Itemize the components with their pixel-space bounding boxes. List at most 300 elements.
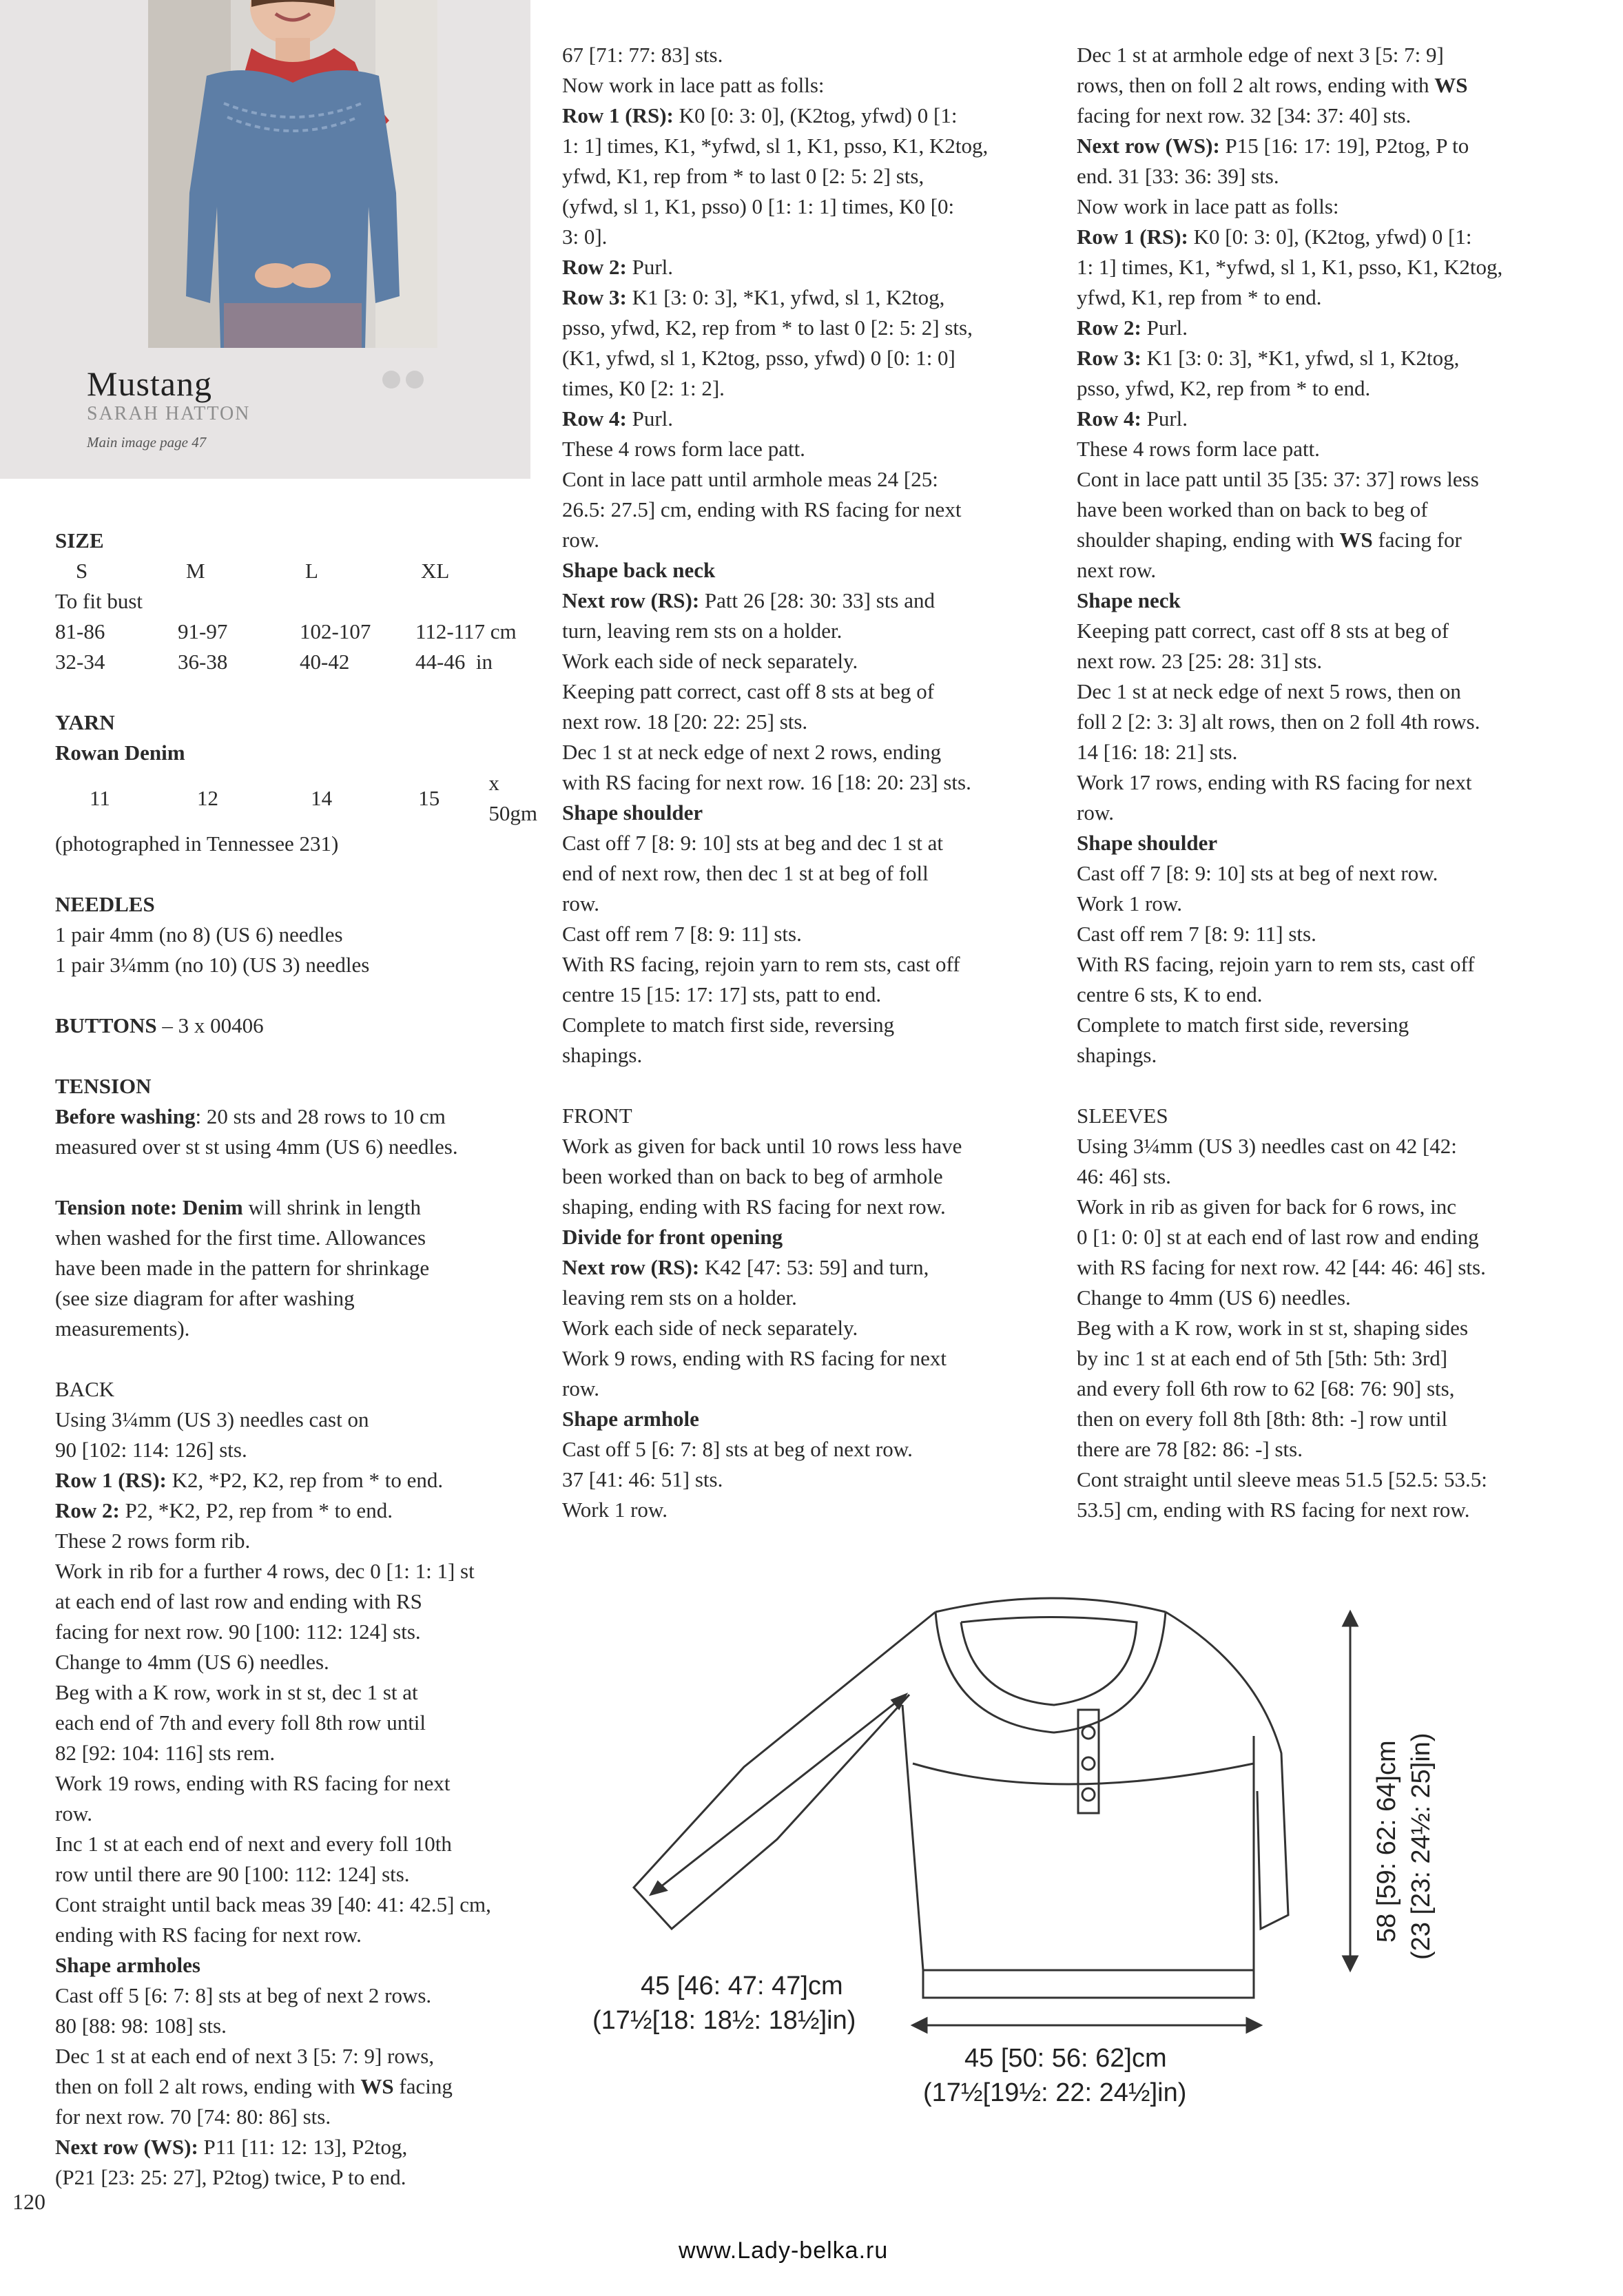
text-line (55, 1435, 537, 1465)
text-line (1077, 919, 1569, 949)
line-text: Cont in lace patt until 35 [35: 37: 37] rows less (1077, 467, 1479, 491)
size-header: L (305, 559, 318, 583)
text-line (562, 1101, 1055, 1131)
subheading (1077, 586, 1569, 616)
line-text: Work 1 row. (562, 1498, 668, 1522)
line-text: for next row. 70 [74: 80: 86] sts. (55, 2104, 331, 2129)
line-text: 53.5] cm, ending with RS facing for next row. (1077, 1498, 1470, 1522)
text-line (562, 1283, 1055, 1313)
length-cm: 58 [59: 62: 64]cm (1372, 1740, 1401, 1943)
subheading (1077, 828, 1569, 858)
text-line (1077, 980, 1569, 1010)
subheading (562, 1222, 1055, 1252)
length-in: (23 [23: 24½: 25]in) (1407, 1733, 1436, 1960)
line-text: end of next row, then dec 1 st at beg of foll (562, 861, 929, 885)
text-line (55, 1859, 537, 1890)
text-line (1077, 555, 1569, 586)
line-text: ending with RS facing for next row. (55, 1923, 362, 1947)
line-text: foll 2 [2: 3: 3] alt rows, then on 2 foll 4th rows. (1077, 710, 1480, 734)
line-text: Cast off 7 [8: 9: 10] sts at beg and dec 1 st at (562, 831, 944, 855)
text-line (562, 646, 1055, 676)
line-text: and every foll 6th row to 62 [68: 76: 90] sts, (1077, 1376, 1455, 1400)
text-line (1077, 1404, 1569, 1434)
website-url: www.Lady-belka.ru (679, 2237, 889, 2264)
text-line (562, 1343, 1055, 1374)
line-text: Purl. (1141, 406, 1188, 431)
bold-label: Row 1 (RS): (1077, 225, 1188, 249)
line-text: Purl. (626, 406, 674, 431)
bold-label: WS (1339, 528, 1373, 552)
subheading (562, 1404, 1055, 1434)
text-line (1077, 495, 1569, 525)
size-diagram (572, 1584, 1488, 2129)
text-line (1077, 1283, 1569, 1313)
line-text: shapings. (1077, 1043, 1157, 1067)
bold-label: Row 2: (1077, 316, 1141, 340)
spacer (55, 677, 537, 707)
line-text: K0 [0: 3: 0], (K2tog, yfwd) 0 [1: (1188, 225, 1472, 249)
line-text: Work as given for back until 10 rows less have (562, 1134, 962, 1158)
text-line (562, 1161, 1055, 1192)
text-line (562, 40, 1055, 70)
bold-label: Next row (RS): (562, 588, 700, 612)
text-line (1077, 464, 1569, 495)
dot-icon (406, 371, 424, 389)
text-line (55, 1799, 537, 1829)
line-text: (see size diagram for after washing (55, 1286, 355, 1310)
line-text: next row. (1077, 558, 1157, 582)
bust-cm: 91-97 (178, 619, 228, 643)
text-line (55, 1708, 537, 1738)
text-line (55, 2041, 537, 2071)
text-line (55, 2011, 537, 2041)
text-line (562, 1495, 1055, 1525)
spacer (55, 1344, 537, 1374)
text-line (1077, 161, 1569, 192)
line-text: Now work in lace patt as folls: (562, 73, 825, 97)
text-line (1077, 1343, 1569, 1374)
text-line (55, 1526, 537, 1556)
text-line (1077, 313, 1569, 343)
line-text: Work in rib for a further 4 rows, dec 0 [1: 1: 1] st (55, 1559, 475, 1583)
text-line (1077, 949, 1569, 980)
line-text: Keeping patt correct, cast off 8 sts at beg of (1077, 619, 1449, 643)
line-text: 67 [71: 77: 83] sts. (562, 43, 723, 67)
line-text: Beg with a K row, work in st st, shaping sides (1077, 1316, 1469, 1340)
text-line (562, 313, 1055, 343)
line-text: shapings. (562, 1043, 643, 1067)
decorative-dots (382, 371, 429, 392)
line-text: 3: 0]. (562, 225, 608, 249)
header-photo-block (0, 0, 530, 479)
text-line (1077, 40, 1569, 70)
text-line (562, 1313, 1055, 1343)
text-line (55, 1465, 537, 1496)
line-text: leaving rem sts on a holder. (562, 1285, 797, 1310)
text-line (562, 1040, 1055, 1071)
text-line (1077, 616, 1569, 646)
line-text: : 20 sts and 28 rows to 10 cm (195, 1104, 446, 1128)
text-line (562, 131, 1055, 161)
text-line (562, 1131, 1055, 1161)
bold-label: Row 2: (562, 255, 627, 279)
model-photo (148, 0, 437, 348)
column-left (55, 526, 537, 2193)
bust-cm: 102-107 (300, 619, 371, 643)
line-text: measured over st st using 4mm (US 6) needles. (55, 1135, 458, 1159)
spacer (55, 980, 537, 1011)
text-line (562, 343, 1055, 373)
line-text: Now work in lace patt as folls: (1077, 194, 1339, 218)
bold-label: Row 2: (55, 1498, 120, 1522)
line-text: when washed for the first time. Allowances (55, 1225, 426, 1250)
text-line (1077, 676, 1569, 707)
line-text: Work each side of neck separately. (562, 649, 858, 673)
line-text: facing for next row. 90 [100: 112: 124] sts. (55, 1620, 421, 1644)
text-line (1077, 101, 1569, 131)
line-text: K42 [47: 53: 59] and turn, (699, 1255, 929, 1279)
line-text: by inc 1 st at each end of 5th [5th: 5th: 3rd] (1077, 1346, 1448, 1370)
text-line (562, 464, 1055, 495)
text-line (1077, 1161, 1569, 1192)
text-line (562, 586, 1055, 616)
text-line (55, 1223, 537, 1253)
text-line (1077, 646, 1569, 676)
section-heading (55, 738, 537, 768)
line-text: Divide for front opening (562, 1225, 783, 1249)
line-text: row. (55, 1801, 92, 1826)
bold-label: WS (360, 2074, 394, 2098)
line-text: 14 [16: 18: 21] sts. (1077, 740, 1238, 764)
text-line (562, 767, 1055, 798)
line-text: 1 pair 4mm (no 8) (US 6) needles (55, 922, 343, 947)
yarn-unit: x 50gm (488, 771, 537, 825)
line-text: Cast off 7 [8: 9: 10] sts at beg of next row. (1077, 861, 1438, 885)
text-line (562, 889, 1055, 919)
line-text: end. 31 [33: 36: 39] sts. (1077, 164, 1279, 188)
text-line (1077, 343, 1569, 373)
text-line (55, 1132, 537, 1162)
line-text: 1 pair 3¼mm (no 10) (US 3) needles (55, 953, 370, 977)
text-line (55, 2162, 537, 2193)
line-text: Cast off rem 7 [8: 9: 11] sts. (562, 922, 802, 946)
bold-label: Row 3: (1077, 346, 1141, 370)
text-line (1077, 192, 1569, 222)
text-line (562, 1010, 1055, 1040)
section-heading (55, 1071, 537, 1102)
bold-label: Next row (RS): (562, 1255, 700, 1279)
text-line (562, 919, 1055, 949)
section-heading (55, 707, 537, 738)
bold-label: Row 1 (RS): (55, 1468, 167, 1492)
text-line (1077, 1252, 1569, 1283)
line-text: will shrink in length (242, 1195, 422, 1219)
line-text: K0 [0: 3: 0], (K2tog, yfwd) 0 [1: (673, 103, 958, 127)
text-line (562, 434, 1055, 464)
line-text: Work 19 rows, ending with RS facing for next (55, 1771, 451, 1795)
text-line (1077, 889, 1569, 919)
line-text: have been made in the pattern for shrinkage (55, 1256, 430, 1280)
size-header: M (186, 559, 205, 583)
text-line (562, 980, 1055, 1010)
text-line (562, 676, 1055, 707)
text-line (55, 829, 537, 859)
section-heading (55, 889, 537, 920)
line-text: Using 3¼mm (US 3) needles cast on 42 [42: (1077, 1134, 1457, 1158)
line-text: P2, *K2, P2, rep from * to end. (119, 1498, 393, 1522)
line-text: each end of 7th and every foll 8th row until (55, 1710, 426, 1735)
bold-label: Next row (WS): (55, 2135, 198, 2159)
text-line (562, 525, 1055, 555)
line-text: P11 [11: 12: 13], P2tog, (198, 2135, 408, 2159)
line-text: rows, then on foll 2 alt rows, ending with (1077, 73, 1435, 97)
text-line (562, 373, 1055, 404)
line-text: 1: 1] times, K1, *yfwd, sl 1, K1, psso, K1, K2tog, (562, 134, 989, 158)
line-text: Keeping patt correct, cast off 8 sts at beg of (562, 679, 935, 703)
line-text: 26.5: 27.5] cm, ending with RS facing for next (562, 497, 962, 521)
line-text: Change to 4mm (US 6) needles. (1077, 1285, 1351, 1310)
text-line (55, 1738, 537, 1768)
line-text: yfwd, K1, rep from * to end. (1077, 285, 1322, 309)
line-text: 82 [92: 104: 116] sts rem. (55, 1741, 276, 1765)
line-text: NEEDLES (55, 892, 155, 916)
text-line (1077, 252, 1569, 282)
text-line (1077, 798, 1569, 828)
line-text: Purl. (626, 255, 674, 279)
line-text: Work 9 rows, ending with RS facing for next (562, 1346, 947, 1370)
line-text: Dec 1 st at neck edge of next 5 rows, then on (1077, 679, 1461, 703)
to-fit-label: To fit bust (55, 589, 143, 613)
line-text: Shape neck (1077, 588, 1181, 612)
text-line (1077, 1131, 1569, 1161)
line-text: Complete to match first side, reversing (1077, 1013, 1409, 1037)
text-line (55, 1920, 537, 1950)
bold-label: Before washing (55, 1104, 196, 1128)
line-text: with RS facing for next row. 16 [18: 20: 23] sts. (562, 770, 971, 794)
text-line (1077, 737, 1569, 767)
text-line (55, 1011, 537, 1041)
bust-in: 32-34 (55, 650, 105, 674)
line-text: Inc 1 st at each end of next and every foll 10th (55, 1832, 452, 1856)
line-text: SLEEVES (1077, 1104, 1168, 1128)
line-text: These 4 rows form lace patt. (562, 437, 805, 461)
sleeve-length-in: (17½[18: 18½: 18½]in) (592, 2006, 856, 2035)
text-line (55, 1496, 537, 1526)
page-number: 120 (12, 2189, 45, 2214)
text-line (55, 1405, 537, 1435)
line-text: Dec 1 st at neck edge of next 2 rows, ending (562, 740, 942, 764)
line-text: Work each side of neck separately. (562, 1316, 858, 1340)
line-text: Work in rib as given for back for 6 rows, inc (1077, 1194, 1457, 1219)
text-line (1077, 1101, 1569, 1131)
line-text: shaping, ending with RS facing for next row. (562, 1194, 946, 1219)
text-line (55, 1980, 537, 2011)
text-line (562, 1374, 1055, 1404)
line-text: then on foll 2 alt rows, ending with (55, 2074, 361, 2098)
dot-icon (382, 371, 400, 389)
line-text: centre 6 sts, K to end. (1077, 982, 1263, 1006)
line-text: Cast off 5 [6: 7: 8] sts at beg of next 2 rows. (55, 1983, 432, 2007)
bold-label: BUTTONS (55, 1013, 157, 1037)
line-text: row until there are 90 [100: 112: 124] sts. (55, 1862, 410, 1886)
text-line (1077, 282, 1569, 313)
text-line (55, 2102, 537, 2132)
column-right (1077, 40, 1569, 1525)
text-line (562, 828, 1055, 858)
section-heading (55, 526, 537, 556)
text-line (55, 1829, 537, 1859)
bold-label: WS (1434, 73, 1468, 97)
size-header: S (76, 559, 88, 583)
line-text: Cast off 5 [6: 7: 8] sts at beg of next row. (562, 1437, 913, 1461)
text-line (55, 920, 537, 950)
text-line (55, 1314, 537, 1344)
spacer (55, 859, 537, 889)
text-line (1077, 1313, 1569, 1343)
line-text: (yfwd, sl 1, K1, psso) 0 [1: 1: 1] times, K0 [0: (562, 194, 955, 218)
line-text: Cont straight until back meas 39 [40: 41: 42.5] cm, (55, 1892, 491, 1916)
text-line (562, 707, 1055, 737)
text-line (562, 949, 1055, 980)
line-text: row. (562, 891, 599, 916)
text-line (562, 101, 1055, 131)
line-text: next row. 18 [20: 22: 25] sts. (562, 710, 808, 734)
line-text: Shape back neck (562, 558, 716, 582)
text-line (562, 1434, 1055, 1465)
line-text: psso, yfwd, K2, rep from * to end. (1077, 376, 1371, 400)
line-text: 90 [102: 114: 126] sts. (55, 1438, 247, 1462)
line-text: K1 [3: 0: 3], *K1, yfwd, sl 1, K2tog, (626, 285, 945, 309)
line-text: Work 1 row. (1077, 891, 1183, 916)
column-middle (562, 40, 1055, 1525)
text-line (1077, 858, 1569, 889)
text-line (1077, 1465, 1569, 1495)
line-text: then on every foll 8th [8th: 8th: -] row until (1077, 1407, 1448, 1431)
width-cm: 45 [50: 56: 62]cm (964, 2044, 1167, 2073)
line-text: with RS facing for next row. 42 [44: 46: 46] sts. (1077, 1255, 1486, 1279)
line-text: Rowan Denim (55, 741, 185, 765)
yarn-qty: 12 (197, 786, 218, 810)
text-line (1077, 1010, 1569, 1040)
line-text: yfwd, K1, rep from * to last 0 [2: 5: 2] sts, (562, 164, 924, 188)
text-line (55, 1617, 537, 1647)
line-text: Shape shoulder (562, 800, 703, 825)
text-line (55, 2071, 537, 2102)
text-line (55, 1677, 537, 1708)
line-text: Cast off rem 7 [8: 9: 11] sts. (1077, 922, 1316, 946)
text-line (1077, 434, 1569, 464)
text-line (1077, 1495, 1569, 1525)
text-line (1077, 373, 1569, 404)
line-text: Dec 1 st at each end of next 3 [5: 7: 9] rows, (55, 2044, 435, 2068)
text-line (1077, 525, 1569, 555)
line-text: psso, yfwd, K2, rep from * to last 0 [2: 5: 2] sts, (562, 316, 973, 340)
line-text: facing for (1372, 528, 1462, 552)
text-line (562, 858, 1055, 889)
text-line (1077, 404, 1569, 434)
line-text: turn, leaving rem sts on a holder. (562, 619, 842, 643)
line-text: row. (1077, 800, 1114, 825)
text-line (55, 950, 537, 980)
text-line (55, 1192, 537, 1223)
line-text: Dec 1 st at armhole edge of next 3 [5: 7: 9] (1077, 43, 1444, 67)
bold-label: Row 3: (562, 285, 627, 309)
line-text: Beg with a K row, work in st st, dec 1 st at (55, 1680, 418, 1704)
main-image-reference: Main image page 47 (87, 434, 207, 451)
line-text: row. (562, 1376, 599, 1400)
spacer (55, 1162, 537, 1192)
spacer (1077, 1071, 1569, 1101)
line-text: Complete to match first side, reversing (562, 1013, 895, 1037)
text-line (562, 404, 1055, 434)
designer-name: SARAH HATTON (87, 403, 251, 424)
bust-in: 40-42 (300, 650, 350, 674)
text-line (1077, 1222, 1569, 1252)
line-text: With RS facing, rejoin yarn to rem sts, cast off (562, 952, 960, 976)
text-line (55, 1253, 537, 1283)
line-text: BACK (55, 1377, 115, 1401)
line-text: Shape armholes (55, 1953, 200, 1977)
line-text: These 2 rows form rib. (55, 1529, 251, 1553)
text-line (1077, 767, 1569, 798)
line-text: Patt 26 [28: 30: 33] sts and (699, 588, 935, 612)
text-line (1077, 70, 1569, 101)
line-text: Shape shoulder (1077, 831, 1218, 855)
subheading (562, 798, 1055, 828)
text-line (562, 737, 1055, 767)
line-text: Cont in lace patt until armhole meas 24 [25: (562, 467, 938, 491)
text-line (55, 1556, 537, 1586)
line-text: P15 [16: 17: 19], P2tog, P to (1219, 134, 1469, 158)
text-line (1077, 1374, 1569, 1404)
line-text: With RS facing, rejoin yarn to rem sts, cast off (1077, 952, 1475, 976)
line-text: FRONT (562, 1104, 632, 1128)
text-line (55, 1102, 537, 1132)
line-text: facing for next row. 32 [34: 37: 40] sts. (1077, 103, 1412, 127)
yarn-quantity-table (55, 768, 537, 829)
text-line (55, 2132, 537, 2162)
line-text: centre 15 [15: 17: 17] sts, patt to end. (562, 982, 882, 1006)
bold-label: Next row (WS): (1077, 134, 1220, 158)
text-line (55, 1647, 537, 1677)
line-text: – 3 x 00406 (156, 1013, 264, 1037)
line-text: SIZE (55, 528, 104, 552)
text-line (562, 616, 1055, 646)
line-text: measurements). (55, 1316, 190, 1341)
sleeve-length-cm: 45 [46: 47: 47]cm (641, 1972, 843, 2000)
text-line (1077, 1192, 1569, 1222)
text-line (55, 1586, 537, 1617)
text-line (562, 495, 1055, 525)
line-text: Purl. (1141, 316, 1188, 340)
line-text: (photographed in Tennessee 231) (55, 831, 339, 856)
line-text: been worked than on back to beg of armhole (562, 1164, 943, 1188)
text-line (1077, 222, 1569, 252)
size-table (55, 556, 517, 677)
line-text: at each end of last row and ending with RS (55, 1589, 422, 1613)
bold-label: Row 4: (562, 406, 627, 431)
line-text: Using 3¼mm (US 3) needles cast on (55, 1407, 369, 1431)
line-text: YARN (55, 710, 115, 734)
line-text: facing (393, 2074, 453, 2098)
text-line (562, 70, 1055, 101)
bold-label: Tension note: Denim (55, 1195, 243, 1219)
line-text: 80 [88: 98: 108] sts. (55, 2014, 227, 2038)
line-text: 0 [1: 0: 0] st at each end of last row and ending (1077, 1225, 1479, 1249)
bust-in: 36-38 (178, 650, 228, 674)
bust-in: 44-46 in (415, 650, 493, 674)
line-text: next row. 23 [25: 28: 31] sts. (1077, 649, 1323, 673)
